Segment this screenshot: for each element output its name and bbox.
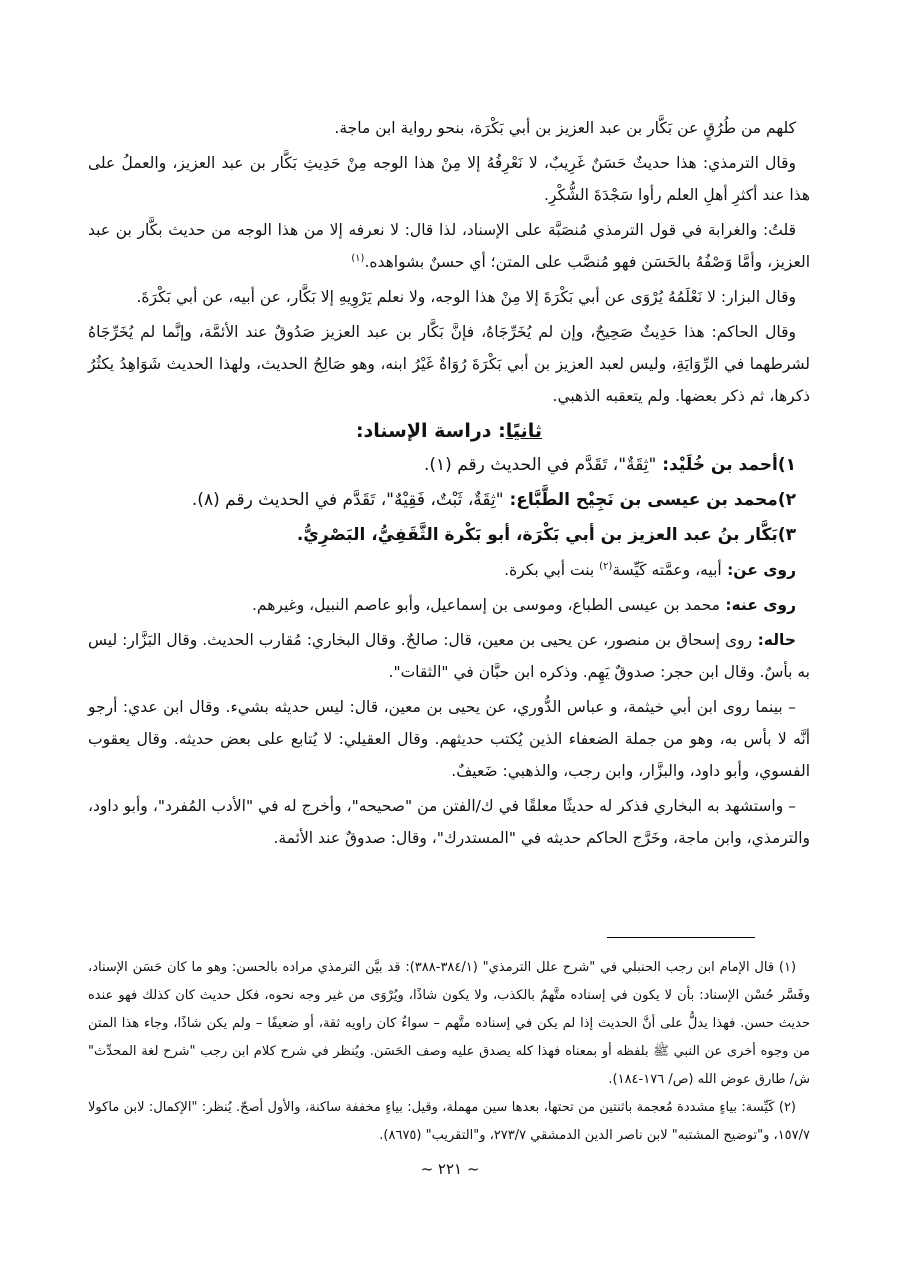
rawa-anhu-label: روى عنه: [719, 596, 796, 614]
paragraph-tirmidhi: وقال الترمذي: هذا حديثٌ حَسَنٌ غَرِيبٌ، لا نَعْرِفُهُ إلا مِنْ هذا الوجه مِنْ حَدِيثِ بَكَّار بن عبد العزيز، والعملُ على هذا عند أكثرِ أهلِ العلم رأوا سَجْدَةَ الشُّكْرِ. [88, 154, 810, 204]
footnote-separator [607, 937, 755, 938]
paragraph-hakim: وقال الحاكم: هذا حَدِيثٌ صَحِيحٌ، وإن لم يُخَرِّجَاهُ، فإنَّ بَكَّار بن عبد العزيز صَدُوقٌ عند الأئمَّة، وإنَّما لم يُخَرِّجَاهُ لشرطهما في الرِّوَايَةِ، وليس لعبد العزيز بن أبي بَكْرَةَ رُوَاةٌ غَيْرُ ابنه، وهو صَالِحُ الحديث، ولهذا الحديث شَوَاهِدُ يكثُرُ ذكرها، ثم ذكر بعضها. ولم يتعقبه الذهبي. [88, 323, 810, 405]
haluh-text: روى إسحاق بن منصور، عن يحيى بن معين، قال: صالحٌ. وقال البخاري: مُقارب الحديث. وقال البَزَّار: ليس به بأسٌ. وقال ابن حجر: صدوقٌ يَهِم. وذكره ابن حبَّان في "الثقات". [88, 631, 810, 681]
narrator-2-number: ٢) [777, 490, 796, 510]
haluh [88, 624, 810, 688]
narrator-1-name: أحمد بن خُلَيْد: [656, 455, 778, 475]
rawa-anhu [88, 589, 810, 621]
haluh-label: حاله: [752, 631, 796, 649]
footnote-ref-2: (٢) [599, 560, 613, 572]
narrator-2-name: محمد بن عيسى بن نَجِيْح الطَّبَّاع: [503, 490, 778, 510]
narrator-2-desc: "ثِقَةٌ، ثَبْتٌ، فَقِيْهٌ"، تَقَدَّم في الحديث رقم (٨). [191, 490, 504, 510]
rawa-an-text-2: بنت أبي بكرة. [504, 561, 600, 579]
paragraph-dash-2: – واستشهد به البخاري فذكر له حديثًا معلقًا في ك/الفتن من "صحيحه"، وأخرج له في "الأدب المُفرد"، وأبو داود، والترمذي، وابن ماجة، وخَرَّج الحاكم حديثه في "المستدرك"، وقال: صدوقٌ عند الأئمة. [88, 797, 810, 847]
narrator-3-name: بَكَّار بنُ عبد العزيز بن أبي بَكْرَة، أبو بَكْرة الثَّقَفِيُّ، البَصْرِيُّ. [296, 525, 778, 545]
rawa-an-text: أبيه، وعمَّته كَيِّسة [612, 561, 722, 579]
footnote-2: (٢) كَيِّسة: بياءٍ مشددة مُعجمة باثنتين من تحتها، بعدها سين مهملة، وقيل: بياءٍ مخففة ساكنة، والأول أصحّ. يُنظر: "الإكمال: لابن ماكولا ١٥٧/٧، و"توضيح المشتبه" لابن ناصر الدين الدمشقي ٢٧٣/٧، و"التقريب" (٨٦٧٥). [88, 1100, 810, 1143]
section-heading [88, 415, 810, 447]
section-heading-rest: : دراسة الإسناد: [355, 420, 506, 442]
footnote-ref-1: (١) [351, 252, 365, 264]
footnote-1: (١) قال الإمام ابن رجب الحنبلي في "شرح علل الترمذي" (٣٨٤/١-٣٨٨): قد بيَّن الترمذي مراده بالحسن: وهو ما كان حَسَن الإسناد، وفَسَّر حُسْن الإسناد: بأن لا يكون في إسناده متَّهمٌ بالكذب، ولا يكون شاذًا، ويُرْوَى من غير وجه نحوه، فكل حديث كان كذلك فهو عنده حديث حسن. فهذا يدلُّ على أنَّ الحديث إذا لم يكن في إسناده متَّهم – سواءٌ كان راويه ثقة، أو ضعيفًا – ولم يكن شاذًا، وجاء هذا المتن من وجوه أخرى عن النبي ﷺ بلفظه أو بمعناه فهذا كله يصدق عليه وصف الحَسَن. ويُنظر في شرح كلام ابن رجب "شرح لغة المحدِّث" ش/ طارق عوض الله (ص/ ١٧٦-١٨٤). [88, 960, 810, 1087]
narrator-1 [88, 449, 810, 481]
narrator-3-number: ٣) [777, 525, 796, 545]
rawa-an [88, 554, 810, 586]
narrator-1-number: ١) [777, 455, 796, 475]
main-text [88, 112, 810, 857]
paragraph-1: كلهم من طُرُقٍ عن بَكَّار بن عبد العزيز بن أبي بَكْرَة، بنحو رواية ابن ماجة. [334, 119, 796, 137]
page-number: ~ ٢٢١ ~ [420, 1160, 480, 1178]
narrator-2 [88, 484, 810, 516]
rawa-anhu-text: محمد بن عيسى الطباع، وموسى بن إسماعيل، وأبو عاصم النبيل، وغيرهم. [252, 596, 720, 614]
paragraph-comment-text: قلتُ: والغرابة في قول الترمذي مُنصَبَّة على الإسناد، لذا قال: لا نعرفه إلا من هذا الوجه من حديث بكَّار بن عبد العزيز، وأمَّا وَصْفُهُ بالحَسَن فهو مُنصَّب على المتن؛ أي حسنٌ بشواهده. [88, 221, 810, 271]
section-heading-lead: ثانيًا [505, 420, 543, 442]
rawa-an-label: روى عن: [721, 561, 796, 579]
narrator-1-desc: "ثِقَةٌ"، تَقَدَّم في الحديث رقم (١). [423, 455, 657, 475]
narrator-3 [88, 519, 810, 551]
footnotes [88, 954, 810, 1150]
paragraph-comment [88, 214, 810, 278]
paragraph-dash-1: – بينما روى ابن أبي خيثمة، و عباس الدُّوري، عن يحيى بن معين، قال: ليس حديثه بشيء. وقال ابن عدي: أرجو أنَّه لا بأس به، وهو من جملة الضعفاء الذين يُكتب حديثهم. وقال العقيلي: لا يُتابع على بعض حديثه. وقال يعقوب الفسوي، وأبو داود، والبزَّار، وابن رجب، والذهبي: ضَعيفٌ. [88, 698, 810, 780]
paragraph-bazzar: وقال البزار: لا نَعْلَمُهُ يُرْوَى عن أبي بَكْرَةَ إلا مِنْ هذا الوجه، ولا نعلم يَرْوِيهِ إلا بَكَّار، عن أبيه، عن أبي بَكْرَةَ. [136, 288, 796, 306]
